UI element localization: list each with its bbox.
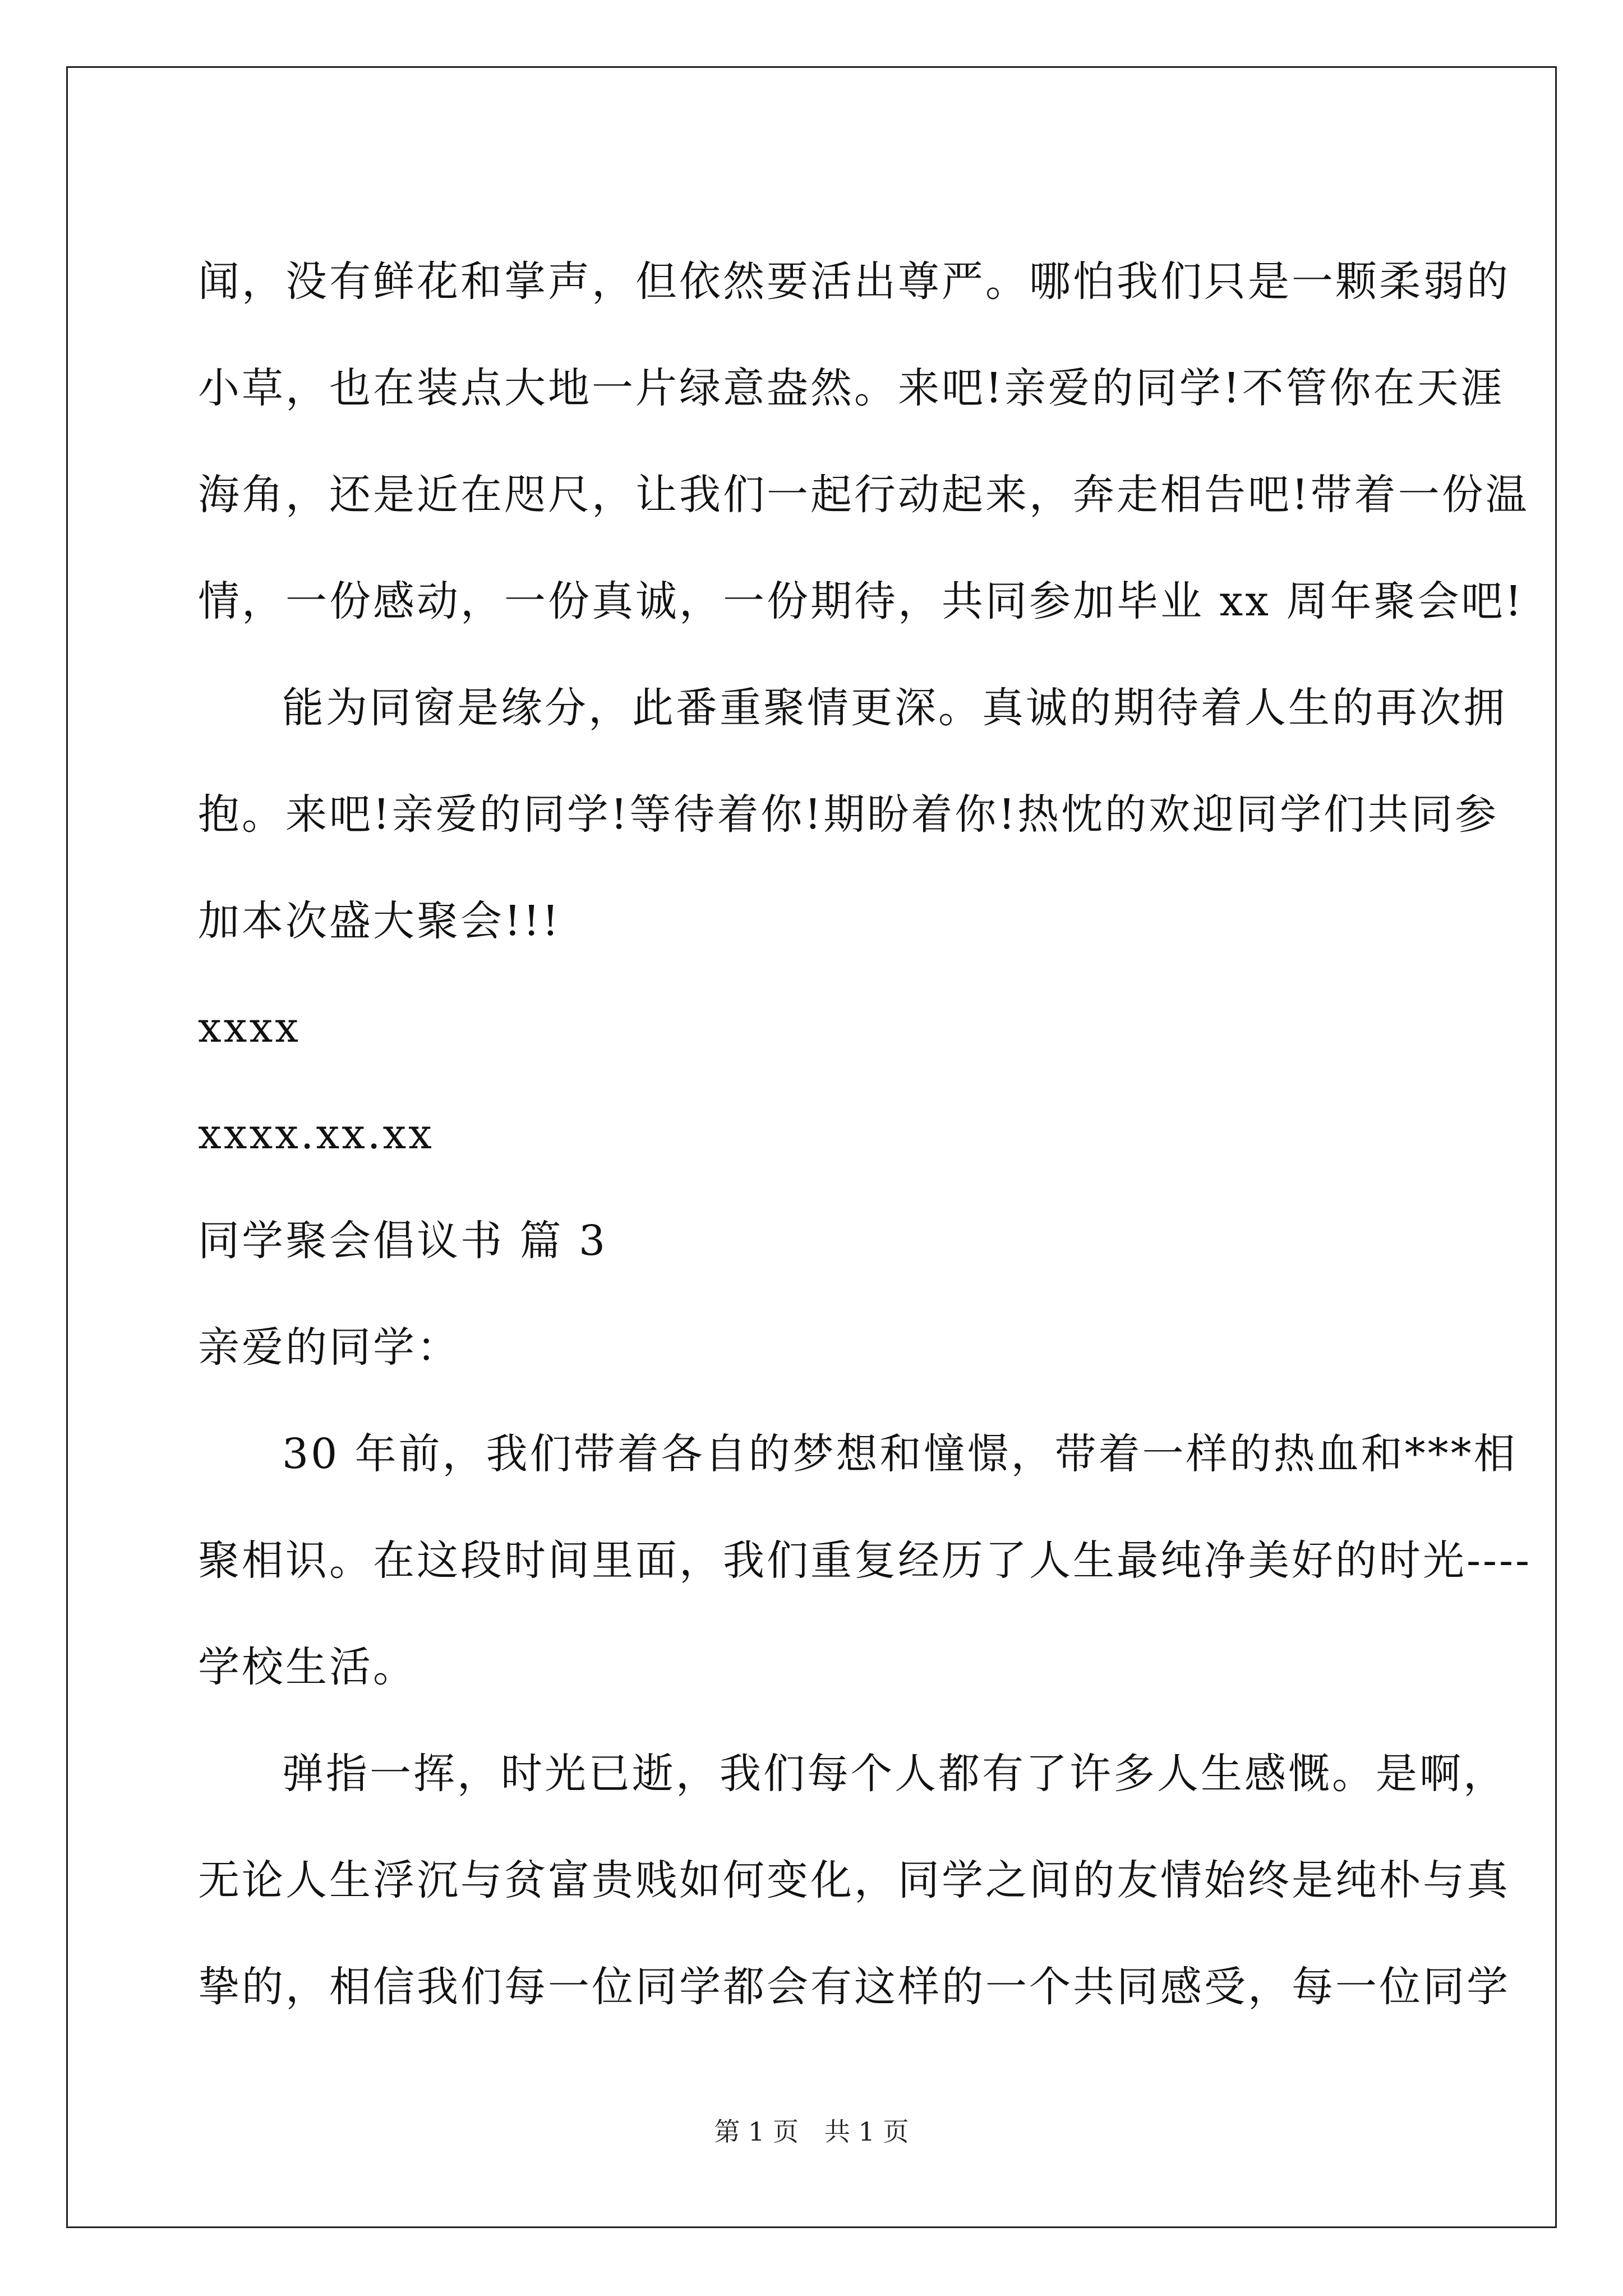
- text-line: 无论人生浮沉与贫富贵贱如何变化，同学之间的友情始终是纯朴与真: [198, 1856, 1510, 1904]
- text-line: 抱。来吧!亲爱的同学!等待着你!期盼着你!热忱的欢迎同学们共同参: [198, 790, 1498, 839]
- text-line: 弹指一挥，时光已逝，我们每个人都有了许多人生感慨。是啊，: [282, 1750, 1507, 1798]
- text-line: xxxx.xx.xx: [198, 1110, 434, 1158]
- text-line: 30 年前，我们带着各自的梦想和憧憬，带着一样的热血和***相: [282, 1430, 1518, 1478]
- text-line: 海角，还是近在咫尺，让我们一起行动起来，奔走相告吧!带着一份温: [198, 471, 1529, 519]
- salutation: 亲爱的同学：: [198, 1323, 460, 1372]
- text-line: 聚相识。在这段时间里面，我们重复经历了人生最纯净美好的时光----: [198, 1536, 1532, 1585]
- text-line: 学校生活。: [198, 1643, 417, 1691]
- text-line: 小草，也在装点大地一片绿意盎然。来吧!亲爱的同学!不管你在天涯: [198, 364, 1505, 412]
- section-heading: 同学聚会倡议书 篇 3: [198, 1217, 608, 1265]
- text-line: 情，一份感动，一份真诚，一份期待，共同参加毕业 xx 周年聚会吧!: [198, 577, 1524, 625]
- text-line: 挚的，相信我们每一位同学都会有这样的一个共同感受，每一位同学: [198, 1963, 1510, 2011]
- text-line: 加本次盛大聚会!!!: [198, 897, 561, 945]
- text-line: 闻，没有鲜花和掌声，但依然要活出尊严。哪怕我们只是一颗柔弱的: [198, 257, 1510, 306]
- text-line: 能为同窗是缘分，此番重聚情更深。真诚的期待着人生的再次拥: [282, 684, 1507, 732]
- text-line: xxxx: [198, 1004, 301, 1052]
- page-number-footer: 第 1 页 共 1 页: [714, 2116, 909, 2147]
